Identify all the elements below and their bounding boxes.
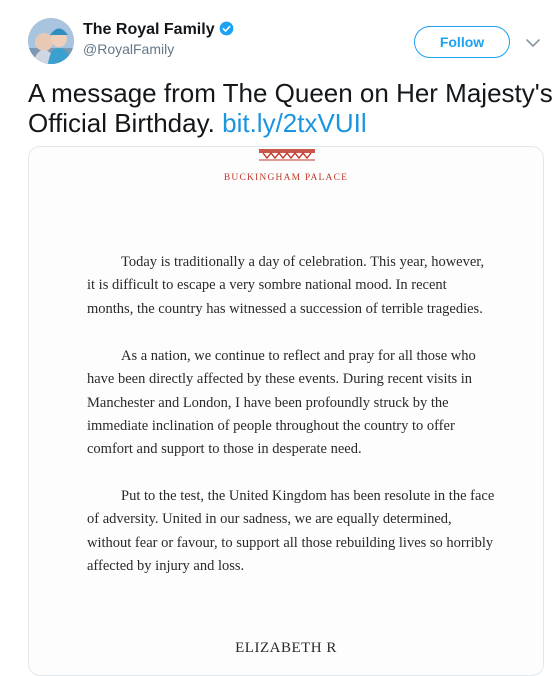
tweet-text (28, 78, 553, 138)
letter-line: As a nation, we continue to reflect and pray for all those who (121, 348, 476, 364)
letter-line: months, the country has witnessed a succession of terrible tragedies. (87, 300, 483, 317)
letter-line: Manchester and London, I have been profoundly struck by the (87, 394, 449, 411)
letter-heading: BUCKINGHAM PALACE (223, 173, 349, 183)
letter-line: immediate inclination of people throughout the country to offer (87, 417, 455, 434)
letter-line: have been directly affected by these events. During recent visits in (87, 371, 473, 388)
avatar[interactable] (28, 18, 74, 64)
letter-paragraph-2 (87, 345, 507, 461)
letter-paragraph-1 (87, 251, 507, 321)
letter-paragraph-3 (87, 485, 507, 578)
royal-crest-icon (257, 147, 317, 161)
letter-line: comfort and support to those in desperate need. (87, 441, 362, 458)
account-info (83, 21, 234, 57)
handle[interactable]: @RoyalFamily (83, 41, 175, 57)
tweet-body: A message from The Queen on Her Majesty's Official Birthday. (28, 78, 553, 138)
letter-line: affected by injury and loss. (87, 557, 245, 574)
follow-button[interactable]: Follow (414, 26, 510, 58)
letter-line: without fear or favour, to support all those rebuilding lives so horribly (87, 534, 494, 551)
letter-line: it is difficult to escape a very sombre national mood. In recent (87, 277, 447, 294)
display-name[interactable]: The Royal Family (83, 21, 215, 38)
letter-line: Today is traditionally a day of celebration. This year, however, (121, 254, 485, 270)
tweet-link[interactable]: bit.ly/2txVUIl (222, 108, 367, 138)
letter-line: of adversity. United in our sadness, we are equally determined, (87, 511, 452, 528)
letter-line: Put to the test, the United Kingdom has been resolute in the face (121, 488, 495, 504)
verified-badge-icon (219, 21, 234, 36)
letter-image[interactable] (28, 146, 544, 676)
signature: ELIZABETH R (235, 640, 337, 656)
tweet-header (28, 18, 550, 70)
chevron-down-icon[interactable] (524, 34, 542, 52)
